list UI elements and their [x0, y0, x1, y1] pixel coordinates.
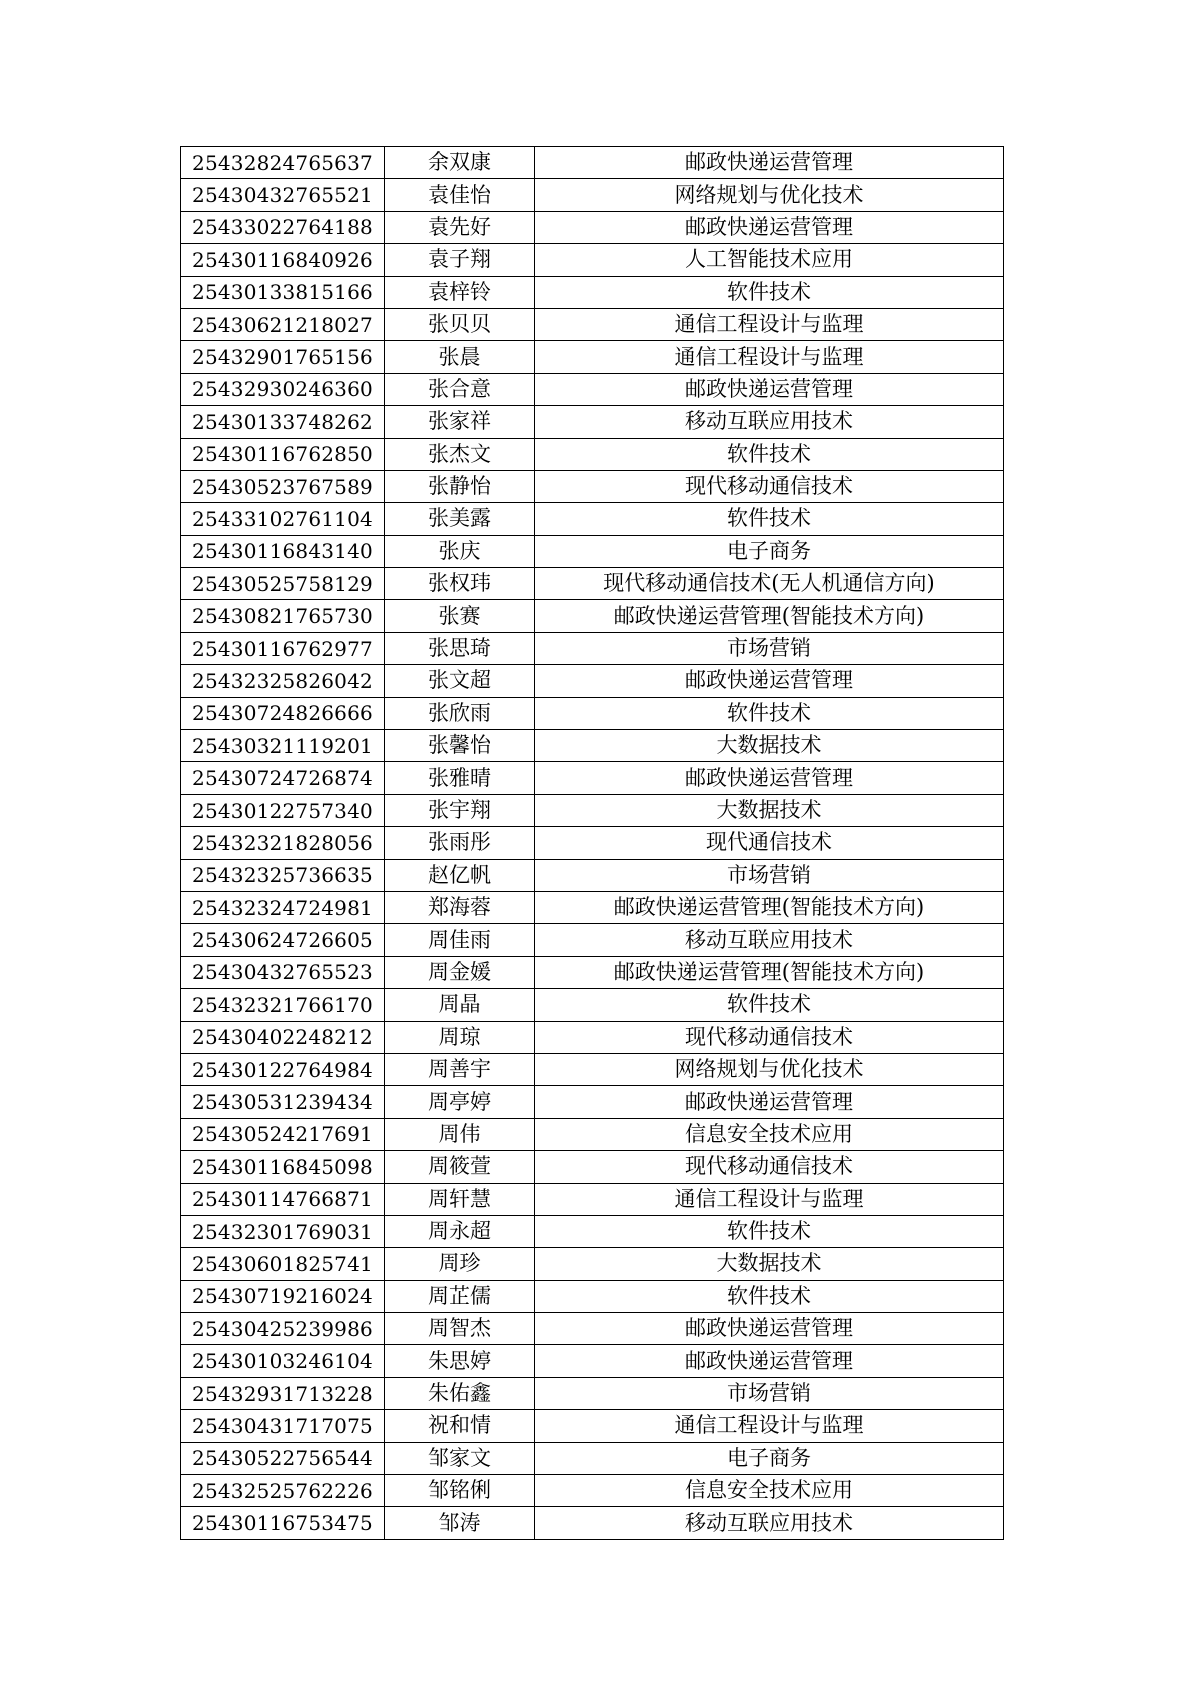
student-name-cell: 张贝贝 — [385, 308, 535, 340]
student-name-cell: 周善宇 — [385, 1053, 535, 1085]
exam-number-cell: 25432321828056 — [181, 827, 385, 859]
student-name-cell: 张馨怡 — [385, 730, 535, 762]
student-name-cell: 张赛 — [385, 600, 535, 632]
major-cell: 移动互联应用技术 — [535, 406, 1004, 438]
table-row — [181, 1021, 1004, 1053]
student-name-cell: 张杰文 — [385, 438, 535, 470]
exam-number-cell: 25430402248212 — [181, 1021, 385, 1053]
exam-number-cell: 25430724726874 — [181, 762, 385, 794]
major-cell: 邮政快递运营管理 — [535, 762, 1004, 794]
exam-number-cell: 25430821765730 — [181, 600, 385, 632]
table-row — [181, 1475, 1004, 1507]
student-name-cell: 袁先好 — [385, 211, 535, 243]
major-cell: 网络规划与优化技术 — [535, 179, 1004, 211]
exam-number-cell: 25430122764984 — [181, 1053, 385, 1085]
table-row — [181, 1248, 1004, 1280]
major-cell: 邮政快递运营管理 — [535, 665, 1004, 697]
table-row — [181, 924, 1004, 956]
exam-number-cell: 25430114766871 — [181, 1183, 385, 1215]
student-name-cell: 周珍 — [385, 1248, 535, 1280]
student-name-cell: 袁子翔 — [385, 244, 535, 276]
major-cell: 通信工程设计与监理 — [535, 1183, 1004, 1215]
exam-number-cell: 25430431717075 — [181, 1410, 385, 1442]
student-name-cell: 郑海蓉 — [385, 891, 535, 923]
major-cell: 软件技术 — [535, 276, 1004, 308]
major-cell: 电子商务 — [535, 535, 1004, 567]
exam-number-cell: 25430103246104 — [181, 1345, 385, 1377]
major-cell: 邮政快递运营管理 — [535, 147, 1004, 179]
exam-number-cell: 25432824765637 — [181, 147, 385, 179]
exam-number-cell: 25430621218027 — [181, 308, 385, 340]
table-row — [181, 406, 1004, 438]
student-name-cell: 张雨彤 — [385, 827, 535, 859]
exam-number-cell: 25432325826042 — [181, 665, 385, 697]
exam-number-cell: 25430116843140 — [181, 535, 385, 567]
table-row — [181, 859, 1004, 891]
table-row — [181, 276, 1004, 308]
exam-number-cell: 25430432765523 — [181, 956, 385, 988]
table-row — [181, 1345, 1004, 1377]
student-name-cell: 周佳雨 — [385, 924, 535, 956]
table-row — [181, 341, 1004, 373]
exam-number-cell: 25430524217691 — [181, 1118, 385, 1150]
major-cell: 电子商务 — [535, 1442, 1004, 1474]
exam-number-cell: 25430425239986 — [181, 1313, 385, 1345]
major-cell: 现代移动通信技术 — [535, 470, 1004, 502]
exam-number-cell: 25432325736635 — [181, 859, 385, 891]
student-name-cell: 邹铭俐 — [385, 1475, 535, 1507]
major-cell: 信息安全技术应用 — [535, 1118, 1004, 1150]
exam-number-cell: 25432321766170 — [181, 989, 385, 1021]
major-cell: 通信工程设计与监理 — [535, 1410, 1004, 1442]
student-name-cell: 张美露 — [385, 503, 535, 535]
table-row — [181, 179, 1004, 211]
student-name-cell: 周金媛 — [385, 956, 535, 988]
major-cell: 大数据技术 — [535, 730, 1004, 762]
table-row — [181, 1313, 1004, 1345]
table-row — [181, 956, 1004, 988]
student-name-cell: 邹涛 — [385, 1507, 535, 1539]
student-name-cell: 余双康 — [385, 147, 535, 179]
exam-number-cell: 25430525758129 — [181, 568, 385, 600]
table-row — [181, 1410, 1004, 1442]
exam-number-cell: 25430116753475 — [181, 1507, 385, 1539]
table-row — [181, 1280, 1004, 1312]
table-row — [181, 1377, 1004, 1409]
student-name-cell: 张文超 — [385, 665, 535, 697]
major-cell: 软件技术 — [535, 989, 1004, 1021]
exam-number-cell: 25430116762850 — [181, 438, 385, 470]
exam-number-cell: 25430719216024 — [181, 1280, 385, 1312]
exam-number-cell: 25430522756544 — [181, 1442, 385, 1474]
student-name-cell: 邹家文 — [385, 1442, 535, 1474]
table-row — [181, 1183, 1004, 1215]
major-cell: 市场营销 — [535, 859, 1004, 891]
table-row — [181, 730, 1004, 762]
exam-number-cell: 25430601825741 — [181, 1248, 385, 1280]
student-name-cell: 袁梓铃 — [385, 276, 535, 308]
table-row — [181, 989, 1004, 1021]
exam-number-cell: 25432301769031 — [181, 1215, 385, 1247]
exam-number-cell: 25430321119201 — [181, 730, 385, 762]
student-name-cell: 周亭婷 — [385, 1086, 535, 1118]
student-name-cell: 张家祥 — [385, 406, 535, 438]
exam-number-cell: 25432525762226 — [181, 1475, 385, 1507]
student-name-cell: 周筱萱 — [385, 1151, 535, 1183]
major-cell: 信息安全技术应用 — [535, 1475, 1004, 1507]
student-name-cell: 张静怡 — [385, 470, 535, 502]
exam-number-cell: 25430523767589 — [181, 470, 385, 502]
exam-number-cell: 25430133748262 — [181, 406, 385, 438]
exam-number-cell: 25430122757340 — [181, 794, 385, 826]
major-cell: 现代通信技术 — [535, 827, 1004, 859]
student-name-cell: 祝和情 — [385, 1410, 535, 1442]
major-cell: 邮政快递运营管理 — [535, 1345, 1004, 1377]
major-cell: 软件技术 — [535, 503, 1004, 535]
major-cell: 现代移动通信技术 — [535, 1021, 1004, 1053]
student-name-cell: 袁佳怡 — [385, 179, 535, 211]
table-row — [181, 1507, 1004, 1539]
table-row — [181, 697, 1004, 729]
major-cell: 大数据技术 — [535, 1248, 1004, 1280]
table-row — [181, 600, 1004, 632]
major-cell: 邮政快递运营管理 — [535, 1086, 1004, 1118]
major-cell: 邮政快递运营管理(智能技术方向) — [535, 956, 1004, 988]
student-name-cell: 周伟 — [385, 1118, 535, 1150]
exam-number-cell: 25430116762977 — [181, 632, 385, 664]
major-cell: 邮政快递运营管理 — [535, 211, 1004, 243]
table-row — [181, 1215, 1004, 1247]
table-row — [181, 794, 1004, 826]
student-name-cell: 周智杰 — [385, 1313, 535, 1345]
major-cell: 软件技术 — [535, 1280, 1004, 1312]
exam-number-cell: 25430116840926 — [181, 244, 385, 276]
table-row — [181, 827, 1004, 859]
table-row — [181, 891, 1004, 923]
student-name-cell: 张欣雨 — [385, 697, 535, 729]
major-cell: 网络规划与优化技术 — [535, 1053, 1004, 1085]
student-name-cell: 张思琦 — [385, 632, 535, 664]
table-row — [181, 665, 1004, 697]
exam-number-cell: 25430432765521 — [181, 179, 385, 211]
exam-number-cell: 25430531239434 — [181, 1086, 385, 1118]
table-row — [181, 147, 1004, 179]
student-name-cell: 周琼 — [385, 1021, 535, 1053]
table-row — [181, 470, 1004, 502]
student-name-cell: 张庆 — [385, 535, 535, 567]
major-cell: 市场营销 — [535, 1377, 1004, 1409]
exam-number-cell: 25432324724981 — [181, 891, 385, 923]
student-name-cell: 周永超 — [385, 1215, 535, 1247]
major-cell: 现代移动通信技术(无人机通信方向) — [535, 568, 1004, 600]
student-name-cell: 赵亿帆 — [385, 859, 535, 891]
student-name-cell: 张晨 — [385, 341, 535, 373]
roster-table — [180, 146, 1004, 1540]
table-row — [181, 762, 1004, 794]
table-row — [181, 503, 1004, 535]
student-name-cell: 周晶 — [385, 989, 535, 1021]
major-cell: 市场营销 — [535, 632, 1004, 664]
table-row — [181, 373, 1004, 405]
student-name-cell: 张雅晴 — [385, 762, 535, 794]
major-cell: 软件技术 — [535, 697, 1004, 729]
major-cell: 人工智能技术应用 — [535, 244, 1004, 276]
student-name-cell: 张权玮 — [385, 568, 535, 600]
exam-number-cell: 25430624726605 — [181, 924, 385, 956]
student-name-cell: 周芷儒 — [385, 1280, 535, 1312]
major-cell: 现代移动通信技术 — [535, 1151, 1004, 1183]
table-row — [181, 1086, 1004, 1118]
table-row — [181, 535, 1004, 567]
exam-number-cell: 25432930246360 — [181, 373, 385, 405]
exam-number-cell: 25430133815166 — [181, 276, 385, 308]
table-row — [181, 1118, 1004, 1150]
table-row — [181, 308, 1004, 340]
major-cell: 大数据技术 — [535, 794, 1004, 826]
major-cell: 移动互联应用技术 — [535, 1507, 1004, 1539]
student-name-cell: 朱思婷 — [385, 1345, 535, 1377]
exam-number-cell: 25433102761104 — [181, 503, 385, 535]
roster-body — [181, 147, 1004, 1540]
student-name-cell: 张合意 — [385, 373, 535, 405]
major-cell: 移动互联应用技术 — [535, 924, 1004, 956]
table-row — [181, 1151, 1004, 1183]
exam-number-cell: 25433022764188 — [181, 211, 385, 243]
table-row — [181, 632, 1004, 664]
major-cell: 通信工程设计与监理 — [535, 308, 1004, 340]
table-row — [181, 568, 1004, 600]
table-row — [181, 1053, 1004, 1085]
student-name-cell: 张宇翔 — [385, 794, 535, 826]
table-row — [181, 211, 1004, 243]
table-row — [181, 244, 1004, 276]
student-name-cell: 朱佑鑫 — [385, 1377, 535, 1409]
exam-number-cell: 25432931713228 — [181, 1377, 385, 1409]
major-cell: 邮政快递运营管理(智能技术方向) — [535, 891, 1004, 923]
exam-number-cell: 25430116845098 — [181, 1151, 385, 1183]
major-cell: 软件技术 — [535, 438, 1004, 470]
major-cell: 邮政快递运营管理(智能技术方向) — [535, 600, 1004, 632]
major-cell: 通信工程设计与监理 — [535, 341, 1004, 373]
major-cell: 软件技术 — [535, 1215, 1004, 1247]
table-row — [181, 438, 1004, 470]
major-cell: 邮政快递运营管理 — [535, 373, 1004, 405]
exam-number-cell: 25430724826666 — [181, 697, 385, 729]
major-cell: 邮政快递运营管理 — [535, 1313, 1004, 1345]
table-row — [181, 1442, 1004, 1474]
exam-number-cell: 25432901765156 — [181, 341, 385, 373]
student-name-cell: 周轩慧 — [385, 1183, 535, 1215]
